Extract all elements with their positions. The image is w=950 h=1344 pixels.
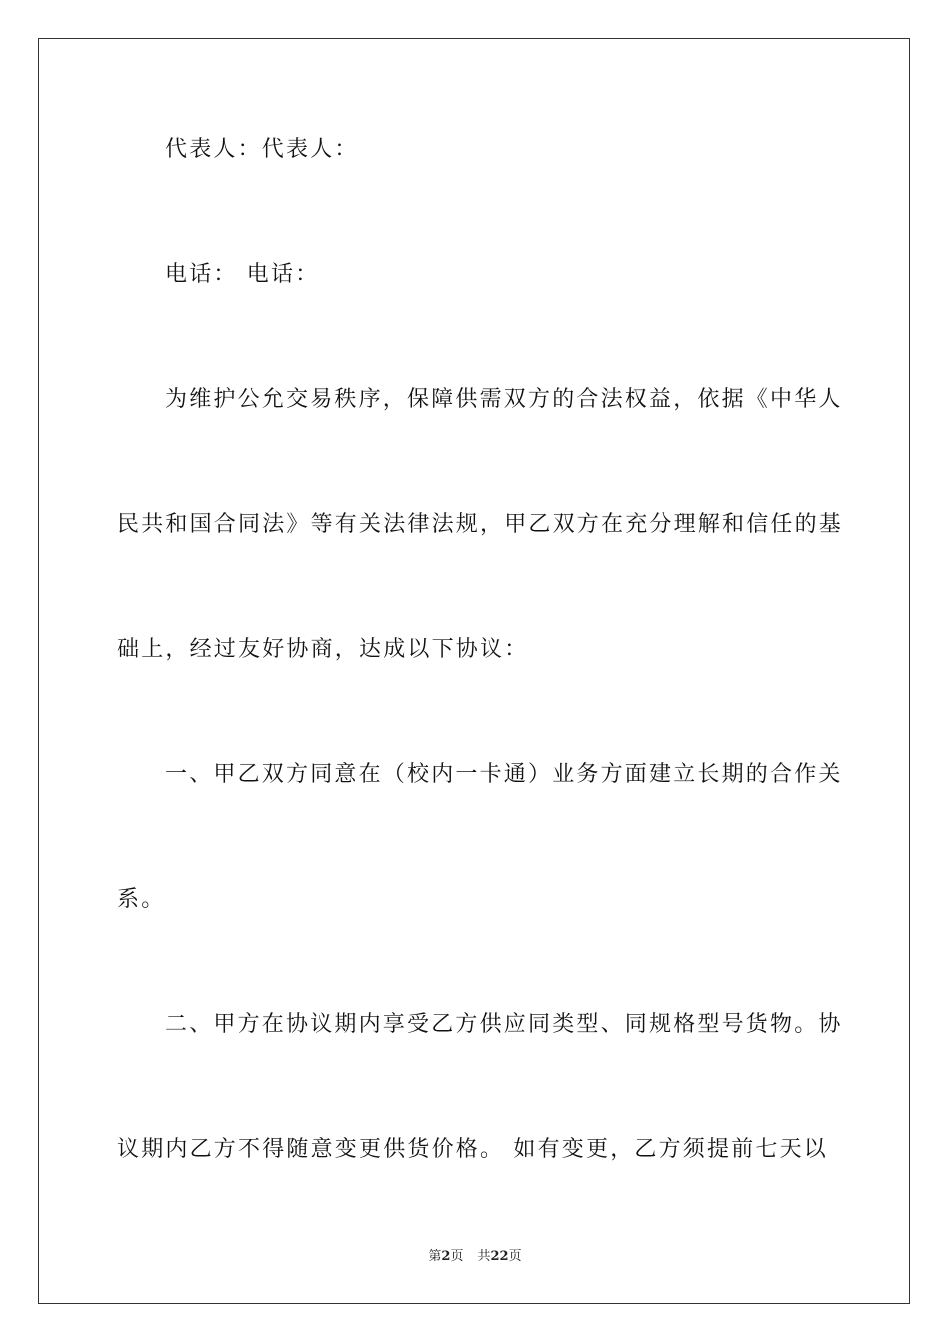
- preamble-line-1: 为维护公允交易秩序，保障供需双方的合法权益，依据《中华人: [165, 387, 843, 412]
- page-border: [38, 38, 910, 1304]
- phone-line: 电话： 电话：: [165, 262, 320, 287]
- page-suffix: 页: [450, 1249, 464, 1264]
- preamble-line-3: 础上，经过友好协商，达成以下协议：: [117, 637, 529, 662]
- representative-line: 代表人：代表人：: [165, 137, 359, 162]
- clause-1-line-1: 一、甲乙双方同意在（校内一卡通）业务方面建立长期的合作关: [165, 762, 843, 787]
- page-number: 2: [441, 1249, 451, 1264]
- total-pages: 22: [490, 1249, 509, 1264]
- clause-1-line-2: 系。: [117, 887, 166, 912]
- total-prefix: 共: [477, 1249, 491, 1264]
- clause-2-line-2: 议期内乙方不得随意变更供货价格。 如有变更，乙方须提前七天以: [117, 1137, 828, 1162]
- preamble-line-2: 民共和国合同法》等有关法律法规，甲乙双方在充分理解和信任的基: [117, 512, 844, 537]
- clause-2-line-1: 二、甲方在协议期内享受乙方供应同类型、同规格型号货物。协: [165, 1012, 843, 1037]
- total-suffix: 页: [508, 1249, 522, 1264]
- page-prefix: 第: [428, 1249, 442, 1264]
- page-footer: [0, 1248, 950, 1266]
